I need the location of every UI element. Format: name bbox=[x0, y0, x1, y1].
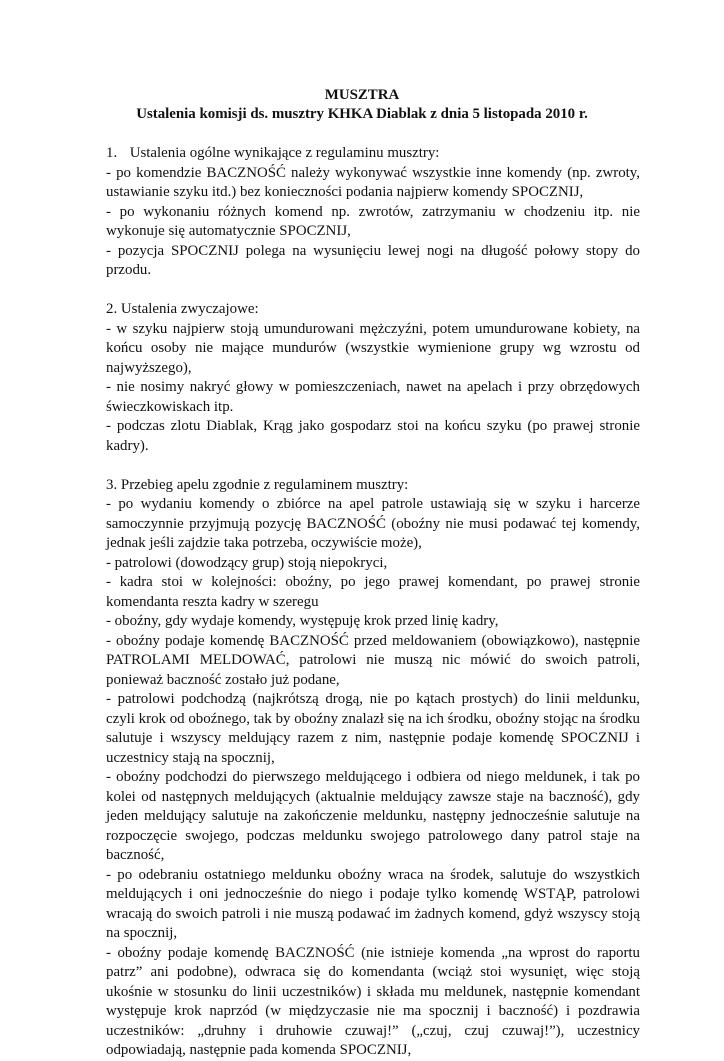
section-3 bbox=[106, 476, 640, 1061]
section-heading bbox=[106, 144, 640, 164]
list-item: - po wykonaniu różnych komend np. zwrotów, zatrzymaniu w chodzeniu itp. nie wykonuje się automatycznie SPOCZNIJ, bbox=[106, 203, 640, 239]
section-number: 1. bbox=[106, 145, 118, 161]
document-subtitle: Ustalenia komisji ds. musztry KHKA Diablak z dnia 5 listopada 2010 r. bbox=[136, 106, 588, 122]
list-item: - nie nosimy nakryć głowy w pomieszczeniach, nawet na apelach i przy obrzędowych świeczkowiskach itp. bbox=[106, 379, 640, 415]
section-heading bbox=[106, 300, 640, 320]
section-number: 2. bbox=[106, 301, 118, 317]
list-item: - w szyku najpierw stoją umundurowani mężczyźni, potem umundurowane kobiety, na końcu osoby nie mające mundurów (wszystkie wymienione grupy wg wzrostu od najwyższego), bbox=[106, 320, 640, 376]
list-item: - patrolowi (dowodzący grup) stoją niepokryci, bbox=[106, 554, 388, 571]
list-item: - kadra stoi w kolejności: oboźny, po jego prawej komendant, po prawej stronie komendanta reszta kadry w szeregu bbox=[106, 574, 640, 610]
list-item: - podczas zlotu Diablak, Krąg jako gospodarz stoi na końcu szyku (po prawej stronie kadry). bbox=[106, 418, 640, 454]
document-body bbox=[106, 144, 640, 1061]
document-title: MUSZTRA bbox=[324, 87, 400, 103]
section-1 bbox=[106, 144, 640, 281]
list-item: - po komendzie BACZNOŚĆ należy wykonywać wszystkie inne komendy (np. zwroty, ustawianie szyku itd.) bez konieczności podania najpierw komendy SPOCZNIJ, bbox=[106, 164, 640, 200]
list-item: - oboźny podchodzi do pierwszego meldującego i odbiera od niego meldunek, i tak po kolei od następnych meldujących (aktualnie meldujący zawsze staje na baczność), gdy jeden meldujący salutuje na zakończenie meldunku, następny jednocześnie salutuje na rozpoczęcie swojego, podczas meldunku swojego patrolowego dany patrol staje na baczność, bbox=[106, 769, 640, 863]
list-item: - po odebraniu ostatniego meldunku oboźny wraca na środek, salutuje do wszystkich meldujących i oni jednocześnie do niego i podaje tylko komendę WSTĄP, patrolowi wracają do swoich patroli i nie muszą podawać im żadnych komend, gdyż wszyscy stoją na spocznij, bbox=[106, 866, 640, 941]
list-item: - oboźny podaje komendę BACZNOŚĆ (nie istnieje komenda „na wprost do raportu patrz” ani podobne), odwraca się do komendanta (wciąż stoi wysunięt, więc stoją ukośnie w stosunku do linii uczestników) i składa mu meldunek, następnie komendant występuje krok naprzód (w międzyczasie nie ma spocznij i baczność) i pozdrawia uczestników: „druhny i druhowie czuwaj!” („czuj, czuj czuwaj!”), uczestnicy odpowiadają, następnie pada komenda SPOCZNIJ, bbox=[106, 944, 640, 1058]
list-item: - pozycja SPOCZNIJ polega na wysunięciu lewej nogi na długość połowy stopy do przodu. bbox=[106, 242, 640, 278]
section-heading-text: Ustalenia ogólne wynikające z regulaminu musztry: bbox=[129, 145, 440, 161]
section-heading bbox=[106, 476, 640, 496]
list-item: - po wydaniu komendy o zbiórce na apel patrole ustawiają się w szyku i harcerze samoczynnie przyjmują pozycję BACZNOŚĆ (oboźny nie musi podawać tej komendy, jednak jeśli zajdzie taka potrzeba, oczywiście może), bbox=[106, 496, 640, 551]
list-item: - oboźny, gdy wydaje komendy, występuję krok przed linię kadry, bbox=[106, 613, 499, 629]
list-item: - patrolowi podchodzą (najkrótszą drogą, nie po kątach prostych) do linii meldunku, czyli krok od oboźnego, tak by oboźny znalazł się na ich środku, oboźny stojąc na środku salutuje i wszyscy meldujący razem z nim, następnie podaje komendę SPOCZNIJ i uczestnicy stają na spocznij, bbox=[106, 691, 640, 766]
section-heading-text: Ustalenia zwyczajowe: bbox=[120, 301, 259, 317]
section-2 bbox=[106, 300, 640, 456]
list-item: - oboźny podaje komendę BACZNOŚĆ przed meldowaniem (obowiązkowo), następnie PATROLAMI MELDOWAĆ, patrolowi nie muszą nic mówić do swoich patroli, ponieważ baczność zostało już podane, bbox=[106, 632, 640, 688]
section-heading-text: Przebieg apelu zgodnie z regulaminem musztry: bbox=[120, 476, 409, 493]
section-number: 3. bbox=[106, 476, 118, 493]
